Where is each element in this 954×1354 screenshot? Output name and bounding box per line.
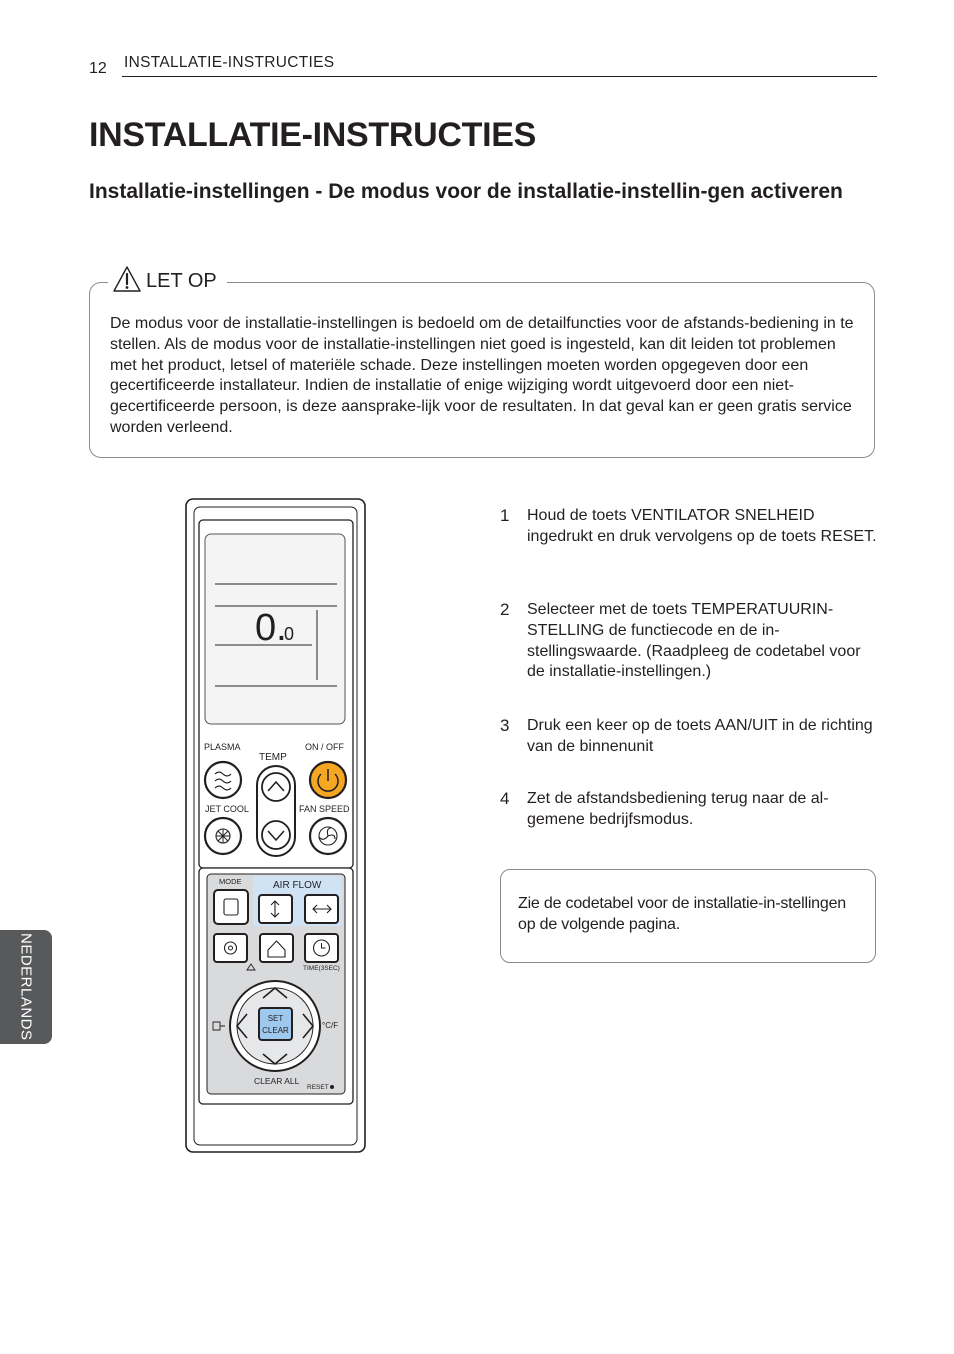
temp-rocker-button[interactable] (257, 766, 295, 856)
header-rule (122, 76, 877, 77)
step-text: Zet de afstandsbediening terug naar de al-gemene bedrijfsmodus. (527, 790, 829, 828)
step-text: Houd de toets VENTILATOR SNELHEID ingedrukt en druk vervolgens op de toets RESET. (527, 507, 877, 545)
mode-label: MODE (219, 877, 242, 886)
set-label: SET (267, 1014, 284, 1023)
reset-label: RESET (307, 1084, 329, 1091)
power-button[interactable] (310, 762, 346, 798)
on-off-label: ON / OFF (305, 742, 344, 752)
caution-text: De modus voor de installatie-instellingen is bedoeld om de detailfuncties voor de afstands-bediening in te stellen. Als de modus voor de installatie-instellingen niet goed is ingesteld, kan dit leiden tot problemen met het product, letsel of materiële schade. Deze instellingen moeten worden opgegeven door een gecertificeerde installateur. Indien de installatie of enige wijziging wordt uitgevoerd door een niet-gecertificeerde persoon, is deze aansprake-lijk voor de resultaten. In dat geval kan er geen gratis service worden verleend. (110, 315, 854, 436)
step-number: 4 (500, 789, 510, 808)
clear-label: CLEAR (262, 1026, 289, 1035)
page-title: INSTALLATIE-INSTRUCTIES (89, 116, 537, 154)
section-title: Installatie-instellingen - De modus voor de installatie-instellin-gen activeren (89, 180, 843, 203)
page-number: 12 (89, 60, 107, 77)
step-text: Selecteer met de toets TEMPERATUURIN-STELLING de functiecode en de in-stellingswaarde. (Raadpleeg de codetabel voor de installatie-instellingen.) (527, 601, 861, 681)
settings-button[interactable] (214, 934, 247, 962)
display-main-digit: 0. (255, 607, 287, 649)
steps-list (500, 506, 878, 851)
plasma-label: PLASMA (204, 742, 241, 752)
unit-label: °C/F (322, 1021, 339, 1030)
step-item (500, 789, 878, 831)
step-text: Druk een keer op de toets AAN/UIT in de richting van de binnenunit (527, 717, 873, 755)
air-flow-label: AIR FLOW (273, 880, 322, 891)
time-label: TIME(3SEC) (303, 965, 340, 972)
step-number: 1 (500, 506, 510, 525)
warning-triangle-icon (112, 265, 142, 298)
note-text: Zie de codetabel voor de installatie-in-stellingen op de volgende pagina. (518, 895, 846, 933)
fan-speed-button[interactable] (310, 818, 346, 854)
caution-title: LET OP (146, 270, 217, 292)
caution-heading (108, 265, 227, 298)
step-number: 2 (500, 600, 510, 619)
header-section-label: INSTALLATIE-INSTRUCTIES (124, 54, 335, 71)
step-item (500, 506, 878, 580)
fan-speed-label: FAN SPEED (299, 804, 350, 814)
jet-cool-button[interactable] (205, 818, 241, 854)
jet-cool-label: JET COOL (205, 804, 249, 814)
reset-button[interactable] (330, 1085, 334, 1089)
vertical-air-flow-button[interactable] (259, 895, 292, 923)
set-clear-button[interactable] (259, 1008, 292, 1040)
horizontal-air-flow-button[interactable] (305, 895, 338, 923)
mode-button[interactable] (214, 890, 248, 924)
timer-button[interactable] (305, 934, 338, 962)
room-temp-button[interactable] (260, 934, 293, 962)
remote-control-illustration (185, 498, 367, 1154)
step-item (500, 600, 878, 696)
display-sub-digit: 0 (284, 624, 295, 644)
step-number: 3 (500, 716, 510, 735)
step-item (500, 716, 878, 769)
plasma-button[interactable] (205, 762, 241, 798)
temp-label: TEMP (259, 752, 287, 763)
language-side-tab-label: NEDERLANDS (17, 933, 35, 1041)
clear-all-label: CLEAR ALL (254, 1076, 300, 1086)
